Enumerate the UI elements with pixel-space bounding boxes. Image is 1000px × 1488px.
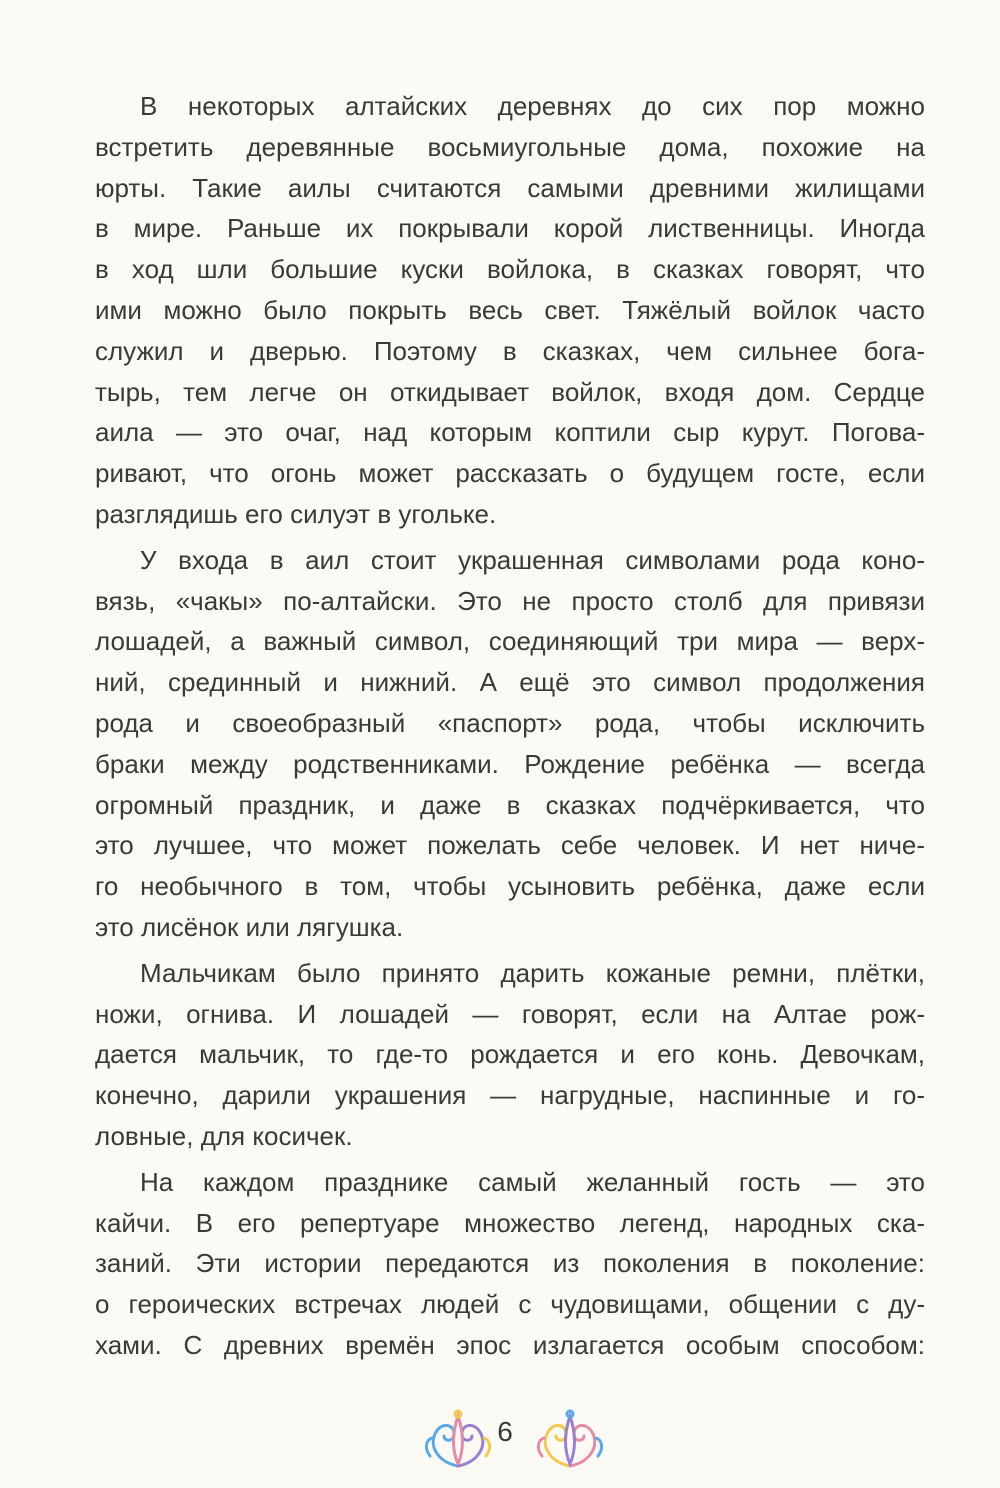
text-line: хами. С древних времён эпос излагается особым способом: <box>95 1329 925 1360</box>
text-line: У входа в аил стоит украшенная символами рода коно- <box>140 544 925 575</box>
text-line: ривают, что огонь может рассказать о будущем госте, если <box>95 458 925 489</box>
page-footer <box>0 1400 1000 1480</box>
text-line: встретить деревянные восьмиугольные дома, похожие на <box>95 131 925 162</box>
text-line: вязь, «чакы» по-алтайски. Это не просто столб для привязи <box>95 585 925 616</box>
text-line: в ход шли большие куски войлока, в сказках говорят, что <box>95 254 925 285</box>
text-line: аила — это очаг, над которым коптили сыр курут. Погова- <box>95 417 925 448</box>
text-line: ножи, огнива. И лошадей — говорят, если на Алтае рож- <box>95 998 925 1029</box>
text-line: лошадей, а важный символ, соединяющий три мира — верх- <box>95 626 925 657</box>
paragraph-3 <box>95 953 925 1157</box>
text-line: служил и дверью. Поэтому в сказках, чем сильнее бога- <box>95 335 925 366</box>
text-line: Мальчикам было принято дарить кожаные ремни, плётки, <box>140 957 925 988</box>
text-line: ими можно было покрыть весь свет. Тяжёлый войлок часто <box>95 294 925 325</box>
text-line: дается мальчик, то где-то рождается и его конь. Девочкам, <box>95 1039 925 1070</box>
text-line: браки между родственниками. Рождение ребёнка — всегда <box>95 748 925 779</box>
page-number: 6 <box>497 1416 513 1447</box>
text-line: разглядишь его силуэт в угольке. <box>95 498 497 529</box>
text-line: кайчи. В его репертуаре множество легенд, народных ска- <box>95 1207 925 1238</box>
text-line: о героических встречах людей с чудовищами, общении с ду- <box>95 1289 925 1320</box>
paragraph-1 <box>95 86 925 535</box>
page-text <box>95 86 925 1371</box>
text-line: это лучшее, что может пожелать себе человек. И нет ниче- <box>95 830 925 861</box>
text-line: юрты. Такие аилы считаются самыми древними жилищами <box>95 172 925 203</box>
text-line: огромный праздник, и даже в сказках подчёркивается, что <box>95 789 925 820</box>
text-line: го необычного в том, чтобы усыновить ребёнка, даже если <box>95 871 925 902</box>
text-line: это лисёнок или лягушка. <box>95 911 404 942</box>
text-line: рода и своеобразный «паспорт» рода, чтобы исключить <box>95 707 925 738</box>
paragraph-4 <box>95 1162 925 1366</box>
ornament-icon <box>530 1404 610 1474</box>
text-line: конечно, дарили украшения — нагрудные, наспинные и го- <box>95 1080 925 1111</box>
text-line: тырь, тем легче он откидывает войлок, входя дом. Сердце <box>95 376 925 407</box>
text-line: На каждом празднике самый желанный гость — это <box>140 1166 925 1197</box>
paragraph-2 <box>95 540 925 948</box>
text-line: ловные, для косичек. <box>95 1120 353 1151</box>
text-line: В некоторых алтайских деревнях до сих пор можно <box>140 91 925 121</box>
text-line: в мире. Раньше их покрывали корой лиственницы. Иногда <box>95 213 925 244</box>
text-line: заний. Эти истории передаются из поколения в поколение: <box>95 1248 925 1279</box>
text-line: ний, срединный и нижний. А ещё это символ продолжения <box>95 667 925 698</box>
